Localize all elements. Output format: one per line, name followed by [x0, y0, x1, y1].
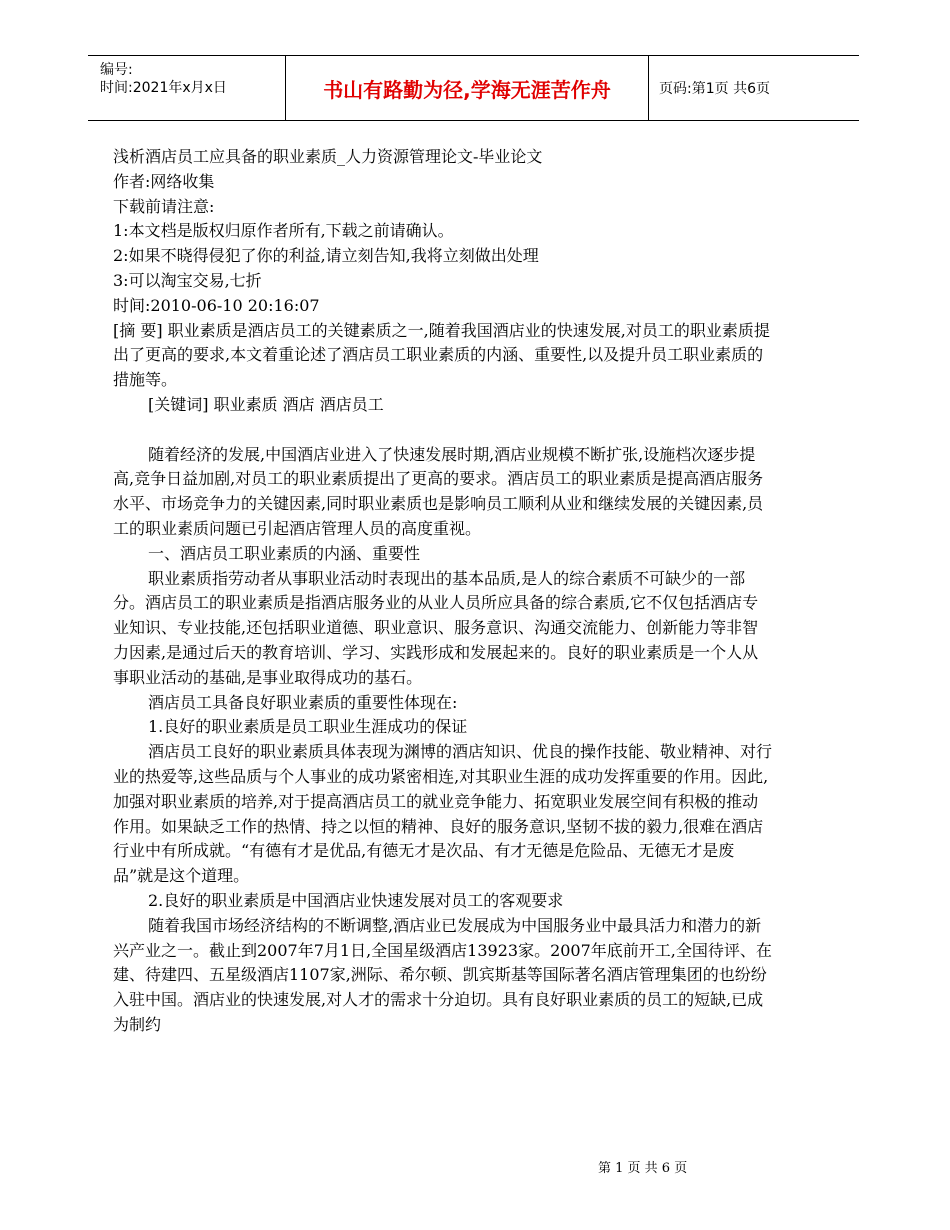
paragraph-2: 职业素质指劳动者从事职业活动时表现出的基本品质,是人的综合素质不可缺少的一部分。酒店员工的职业素质是指酒店服务业的从业人员所应具备的综合素质,它不仅包括酒店专业知识、专业技能,还包括职业道德、职业意识、服务意识、沟通交流能力、创新能力等非智力因素,是通过后天的教育培训、学习、实践形成和发展起来的。良好的职业素质是一个人从事职业活动的基础,是事业取得成功的基石。 [113, 568, 759, 687]
notice-item-1: 1:本文档是版权归原作者所有,下载之前请确认。 [113, 221, 454, 241]
doc-title: 浅析酒店员工应具备的职业素质_人力资源管理论文-毕业论文 [113, 147, 543, 166]
number-label: 编号: [100, 62, 133, 78]
page-header [88, 55, 859, 121]
abstract: [摘 要] 职业素质是酒店员工的关键素质之一,随着我国酒店业的快速发展,对员工的职业素质提出了更高的要求,本文着重论述了酒店员工职业素质的内涵、重要性,以及提升员工职业素质的措施等。 [113, 320, 770, 390]
header-page-info: 页码:第1页 共6页 [659, 81, 770, 97]
keywords: [关键词] 职业素质 酒店 酒店员工 [148, 394, 384, 414]
doc-author: 作者:网络收集 [113, 171, 215, 191]
paragraph-4: 酒店员工良好的职业素质具体表现为渊博的酒店知识、优良的操作技能、敬业精神、对行业的热爱等,这些品质与个人事业的成功紧密相连,对其职业生涯的成功发挥重要的作用。因此,加强对职业素质的培养,对于提高酒店员工的就业竞争能力、拓宽职业发展空间有积极的推动作用。如果缺乏工作的热情、持之以恒的精神、良好的服务意识,坚韧不拔的毅力,很难在酒店行业中有所成就。“有德有才是优品,有德无才是次品、有才无德是危险品、无德无才是废品”就是这个道理。 [113, 742, 773, 886]
doc-time: 时间:2010-06-10 20:16:07 [113, 295, 320, 315]
subsection-heading-1: 1.良好的职业素质是员工职业生涯成功的保证 [148, 717, 468, 737]
footer-page-number: 第 1 页 共 6 页 [598, 1161, 688, 1176]
paragraph-5: 随着我国市场经济结构的不断调整,酒店业已发展成为中国服务业中最具活力和潜力的新兴产业之一。截止到2007年7月1日,全国星级酒店13923家。2007年底前开工,全国待评、在建、待建四、五星级酒店1107家,洲际、希尔顿、凯宾斯基等国际著名酒店管理集团的也纷纷入驻中国。酒店业的快速发展,对人才的需求十分迫切。具有良好职业素质的员工的短缺,已成为制约 [113, 915, 772, 1034]
notice-item-2: 2:如果不晓得侵犯了你的利益,请立刻告知,我将立刻做出处理 [113, 246, 539, 266]
paragraph-3: 酒店员工具备良好职业素质的重要性体现在: [148, 692, 458, 712]
time-label: 时间:2021年x月x日 [100, 80, 227, 96]
subsection-heading-2: 2.良好的职业素质是中国酒店业快速发展对员工的客观要求 [148, 890, 564, 910]
blank-line [113, 418, 773, 443]
paragraph-1: 随着经济的发展,中国酒店业进入了快速发展时期,酒店业规模不断扩张,设施档次逐步提高,竞争日益加剧,对员工的职业素质提出了更高的要求。酒店员工的职业素质是提高酒店服务水平、市场竞争力的关键因素,同时职业素质也是影响员工顺利从业和继续发展的关键因素,员工的职业素质问题已引起酒店管理人员的高度重视。 [113, 444, 764, 538]
header-meta [88, 56, 285, 120]
notice-title: 下载前请注意: [113, 196, 215, 216]
header-motto: 书山有路勤为径,学海无涯苦作舟 [285, 56, 649, 120]
document-body [113, 145, 773, 1038]
notice-item-3: 3:可以淘宝交易,七折 [113, 270, 262, 290]
section-heading-1: 一、酒店员工职业素质的内涵、重要性 [148, 543, 421, 563]
